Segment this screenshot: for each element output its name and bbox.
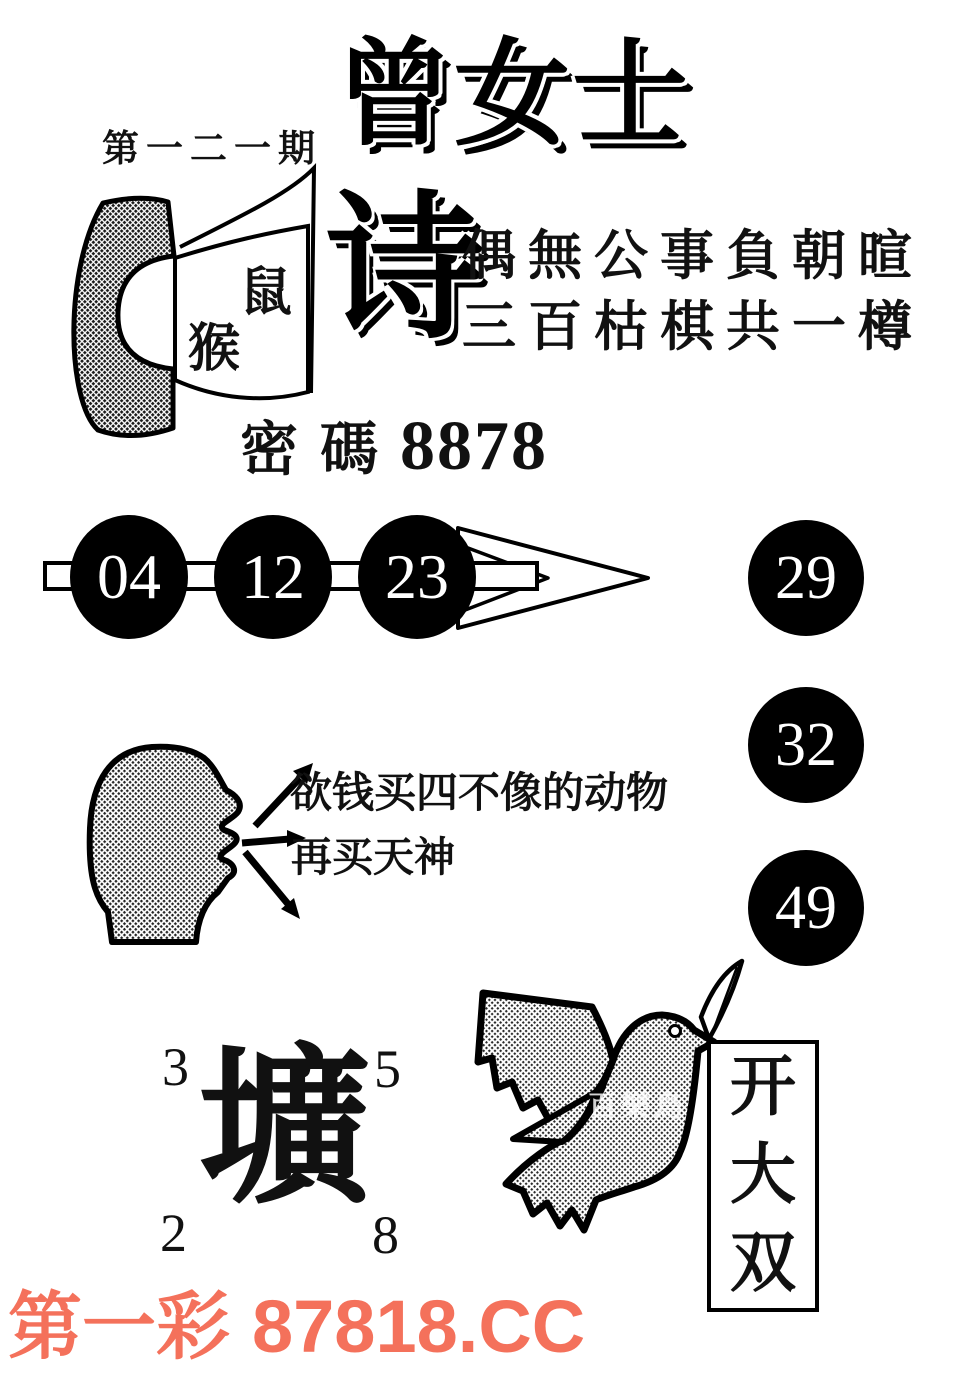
side-ball-3: [748, 850, 864, 966]
side-ball-2-value: 32: [775, 710, 837, 779]
side-ball-1: [748, 520, 864, 636]
main-character: 壙: [198, 1035, 370, 1225]
verdict-char-1: 开: [730, 1051, 796, 1124]
telephone-handset-icon: [74, 198, 174, 435]
corner-number-top-left: 3: [162, 1037, 189, 1097]
poem-line-2: 三百枯棋共一樽: [462, 297, 924, 357]
password-row: [240, 402, 548, 487]
verdict-char-2: 大: [730, 1139, 796, 1212]
number-ball-1-value: 04: [97, 541, 161, 612]
corner-number-bottom-left: 2: [160, 1203, 187, 1263]
dove-eye: [670, 1026, 681, 1037]
number-ball-3-value: 23: [385, 541, 449, 612]
issue-label: 第一二一期: [102, 129, 322, 170]
footer-site: 87818.CC: [252, 1285, 586, 1368]
number-ball-2-value: 12: [241, 541, 305, 612]
speech-line-1: 欲钱买四不像的动物: [290, 771, 669, 817]
poem-big-char: 诗: [326, 183, 484, 358]
corner-number-top-right: 5: [374, 1039, 401, 1099]
side-ball-1-value: 29: [775, 543, 837, 612]
speech-line-2: 再买天神: [291, 834, 455, 880]
poem-line-1: 偶無公事負朝暄: [462, 226, 924, 286]
verdict-char-3: 双: [730, 1227, 796, 1300]
zodiac-monkey-label: 猴: [188, 321, 241, 378]
zodiac-rat-label: 鼠: [240, 265, 293, 322]
number-ball-3: [358, 515, 476, 639]
footer-banner: [8, 1285, 607, 1368]
verdict-box: [707, 1040, 819, 1312]
password-label: 密碼: [240, 417, 401, 482]
number-ball-2: [214, 515, 332, 639]
corner-number-bottom-right: 8: [372, 1205, 399, 1265]
dove-watermark: 百樂鳥: [588, 1091, 688, 1123]
page-title: 曾女士: [336, 32, 690, 160]
number-ball-1: [70, 515, 188, 639]
side-ball-3-value: 49: [775, 873, 837, 942]
footer-brand: 第一彩: [8, 1285, 230, 1368]
password-value: 8878: [400, 408, 549, 485]
side-ball-2: [748, 687, 864, 803]
speaking-head-illustration: [90, 747, 240, 942]
